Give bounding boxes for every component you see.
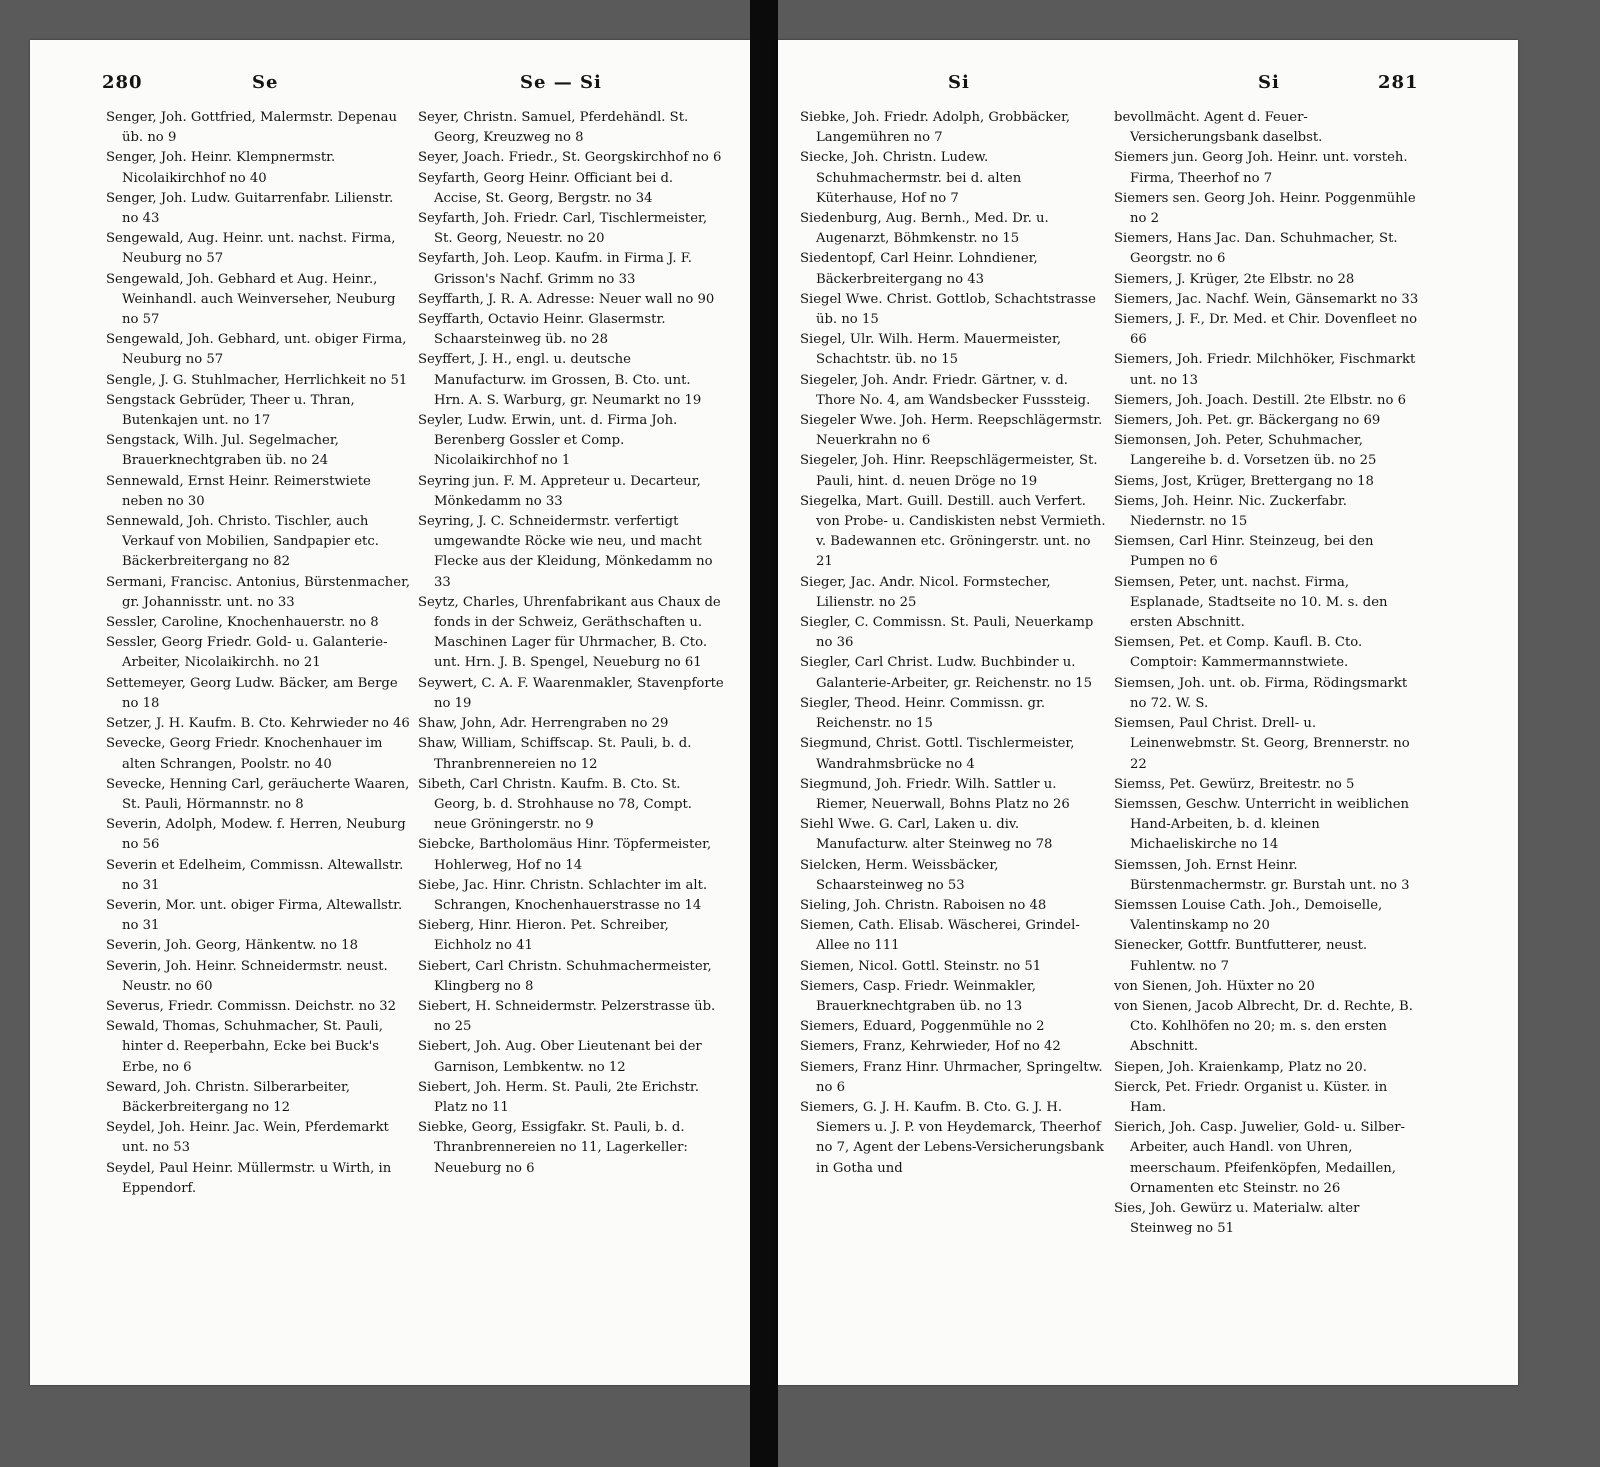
directory-entry: Siepen, Joh. Kraienkamp, Platz no 20.	[1114, 1059, 1367, 1075]
directory-entry: bevollmächt. Agent d. Feuer-Versicherungsbank daselbst.	[1114, 110, 1323, 146]
directory-entry: Siegeler Wwe. Joh. Herm. Reepschlägermstr. Neuerkrahn no 6	[800, 413, 1103, 449]
directory-entry: Seyfarth, Georg Heinr. Officiant bei d. Accise, St. Georg, Bergstr. no 34	[418, 170, 674, 206]
directory-entry: Siemers, Franz Hinr. Uhrmacher, Springeltw. no 6	[800, 1059, 1103, 1095]
directory-entry: Siemers, Jac. Nachf. Wein, Gänsemarkt no 33	[1114, 291, 1419, 307]
directory-entry: Seyfarth, Joh. Leop. Kaufm. in Firma J. F. Grisson's Nachf. Grimm no 33	[418, 251, 692, 287]
directory-entry: Sengstack, Wilh. Jul. Segelmacher, Brauerknechtgraben üb. no 24	[106, 433, 339, 469]
directory-entry: Siebe, Jac. Hinr. Christn. Schlachter im alt. Schrangen, Knochenhauerstrasse no 14	[418, 877, 708, 913]
directory-entry: Severin, Joh. Georg, Hänkentw. no 18	[106, 938, 358, 954]
directory-entry: Siebert, Joh. Herm. St. Pauli, 2te Erichstr. Platz no 11	[418, 1079, 699, 1115]
entries-column-1	[800, 108, 1106, 1179]
directory-entry: Sessler, Caroline, Knochenhauerstr. no 8	[106, 615, 379, 631]
directory-entry: von Sienen, Jacob Albrecht, Dr. d. Rechte, B. Cto. Kohlhöfen no 20; m. s. den ersten Abschnitt.	[1114, 998, 1413, 1055]
directory-entry: Siems, Jost, Krüger, Brettergang no 18	[1114, 473, 1374, 489]
directory-entry: Sevecke, Georg Friedr. Knochenhauer im alten Schrangen, Poolstr. no 40	[106, 736, 383, 772]
directory-entry: Severin, Mor. unt. obiger Firma, Altewallstr. no 31	[106, 897, 403, 934]
directory-entry: Siemers, Joh. Pet. gr. Bäckergang no 69	[1114, 413, 1381, 429]
entries-column-2	[1114, 108, 1420, 1239]
directory-entry: Shaw, John, Adr. Herrengraben no 29	[418, 716, 669, 732]
directory-entry: Siemers jun. Georg Joh. Heinr. unt. vorsteh. Firma, Theerhof no 7	[1114, 150, 1408, 186]
directory-entry: Seyring jun. F. M. Appreteur u. Decarteur, Mönkedamm no 33	[418, 473, 701, 509]
directory-entry: Siemsen, Joh. unt. ob. Firma, Rödingsmarkt no 72. W. S.	[1114, 675, 1408, 711]
directory-entry: Severin, Adolph, Modew. f. Herren, Neuburg no 56	[106, 817, 406, 853]
directory-entry: Siehl Wwe. G. Carl, Laken u. div. Manufacturw. alter Steinweg no 78	[800, 817, 1053, 853]
directory-entry: Siemonsen, Joh. Peter, Schuhmacher, Langereihe b. d. Vorsetzen üb. no 25	[1114, 433, 1377, 469]
directory-entry: Severus, Friedr. Commissn. Deichstr. no 32	[106, 998, 397, 1014]
directory-entry: Seyer, Christn. Samuel, Pferdehändl. St. Georg, Kreuzweg no 8	[418, 110, 689, 146]
directory-entry: Sieberg, Hinr. Hieron. Pet. Schreiber, Eichholz no 41	[418, 918, 669, 954]
directory-entry: Siebke, Georg, Essigfakr. St. Pauli, b. d. Thranbrennereien no 11, Lagerkeller: Neueburg no 6	[418, 1120, 688, 1176]
directory-entry: Shaw, William, Schiffscap. St. Pauli, b. d. Thranbrennereien no 12	[418, 736, 692, 772]
directory-entry: Siegelka, Mart. Guill. Destill. auch Verfert. von Probe- u. Candiskisten nebst Vermieth. v. Badewannen etc. Gröningerstr. unt. no 21	[800, 493, 1106, 570]
directory-entry: Sierich, Joh. Casp. Juwelier, Gold- u. Silber-Arbeiter, auch Handl. von Uhren, meerschaum. Pfeifenköpfen, Medaillen, Ornamenten etc Steinstr. no 26	[1114, 1120, 1405, 1196]
directory-entry: Seyer, Joach. Friedr., St. Georgskirchhof no 6	[418, 150, 722, 166]
directory-entry: Sies, Joh. Gewürz u. Materialw. alter Steinweg no 51	[1114, 1200, 1360, 1237]
directory-entry: Sengstack Gebrüder, Theer u. Thran, Butenkajen unt. no 17	[106, 392, 355, 429]
directory-entry: Sennewald, Joh. Christo. Tischler, auch Verkauf von Mobilien, Sandpapier etc. Bäckerbreitergang no 82	[106, 514, 379, 570]
directory-entry: Siebcke, Bartholomäus Hinr. Töpfermeister, Hohlerweg, Hof no 14	[418, 837, 712, 873]
directory-entry: Siemers, Joh. Joach. Destill. 2te Elbstr. no 6	[1114, 392, 1407, 408]
directory-entry: Siegeler, Joh. Andr. Friedr. Gärtner, v. d. Thore No. 4, am Wandsbecker Fusssteig.	[800, 372, 1091, 408]
directory-entry: Siegmund, Christ. Gottl. Tischlermeister, Wandrahmsbrücke no 4	[800, 736, 1075, 772]
directory-entry: Siemers, J. Krüger, 2te Elbstr. no 28	[1114, 271, 1355, 287]
directory-entry: Seywert, C. A. F. Waarenmakler, Stavenpforte no 19	[418, 675, 724, 711]
directory-entry: Sengewald, Joh. Gebhard, unt. obiger Firma, Neuburg no 57	[106, 332, 407, 368]
directory-entry: Siems, Joh. Heinr. Nic. Zuckerfabr. Niedernstr. no 15	[1114, 493, 1347, 530]
directory-entry: Seyffarth, Octavio Heinr. Glasermstr. Schaarsteinweg üb. no 28	[418, 312, 666, 348]
directory-entry: Siemers, J. F., Dr. Med. et Chir. Dovenfleet no 66	[1114, 312, 1418, 348]
directory-entry: Sibeth, Carl Christn. Kaufm. B. Cto. St. Georg, b. d. Strohhause no 78, Compt. neue Gröningerstr. no 9	[418, 776, 692, 833]
directory-entry: Siemsen, Paul Christ. Drell- u. Leinenwebmstr. St. Georg, Brennerstr. no 22	[1114, 716, 1410, 772]
directory-entry: Setzer, J. H. Kaufm. B. Cto. Kehrwieder no 46	[106, 716, 410, 732]
right-page	[778, 40, 1518, 1385]
directory-entry: Siemers, Franz, Kehrwieder, Hof no 42	[800, 1039, 1061, 1055]
directory-entry: Sieger, Jac. Andr. Nicol. Formstecher, Lilienstr. no 25	[800, 574, 1051, 610]
directory-entry: Sengewald, Joh. Gebhard et Aug. Heinr., Weinhandl. auch Weinverseher, Neuburg no 57	[106, 271, 396, 328]
binding-gutter	[750, 0, 778, 1467]
directory-entry: Sengewald, Aug. Heinr. unt. nachst. Firma, Neuburg no 57	[106, 231, 396, 267]
directory-entry: Settemeyer, Georg Ludw. Bäcker, am Berge no 18	[106, 675, 398, 711]
directory-entry: Siemssen, Joh. Ernst Heinr. Bürstenmachermstr. gr. Burstah unt. no 3	[1114, 857, 1410, 893]
left-page	[30, 40, 750, 1385]
directory-entry: Seydel, Paul Heinr. Müllermstr. u Wirth, in Eppendorf.	[106, 1160, 392, 1196]
directory-entry: Siemsen, Pet. et Comp. Kaufl. B. Cto. Comptoir: Kammermannstwiete.	[1114, 635, 1363, 671]
directory-entry: Siedentopf, Carl Heinr. Lohndiener, Bäckerbreitergang no 43	[800, 251, 1038, 287]
directory-entry: Sevecke, Henning Carl, geräucherte Waaren, St. Pauli, Hörmannstr. no 8	[106, 776, 410, 812]
directory-entry: Siegel Wwe. Christ. Gottlob, Schachtstrasse üb. no 15	[800, 291, 1096, 328]
directory-entry: Siedenburg, Aug. Bernh., Med. Dr. u. Augenarzt, Böhmkenstr. no 15	[800, 211, 1049, 247]
directory-entry: Sengle, J. G. Stuhlmacher, Herrlichkeit no 51	[106, 372, 408, 388]
directory-entry: Siemsen, Carl Hinr. Steinzeug, bei den Pumpen no 6	[1114, 534, 1374, 570]
directory-entry: Severin et Edelheim, Commissn. Altewallstr. no 31	[106, 857, 404, 893]
entries-column-2	[418, 108, 724, 1179]
directory-entry: Siemers, G. J. H. Kaufm. B. Cto. G. J. H. Siemers u. J. P. von Heydemarck, Theerhof no 7, Agent der Lebens-Versicherungsbank in Gotha und	[800, 1099, 1104, 1176]
directory-entry: Senger, Joh. Gottfried, Malermstr. Depenau üb. no 9	[106, 110, 397, 146]
page-number: 280	[102, 72, 143, 93]
directory-entry: Sessler, Georg Friedr. Gold- u. Galanterie-Arbeiter, Nicolaikirchh. no 21	[106, 635, 388, 671]
directory-entry: Siemss, Pet. Gewürz, Breitestr. no 5	[1114, 776, 1355, 792]
directory-entry: Siemssen Louise Cath. Joh., Demoiselle, Valentinskamp no 20	[1114, 897, 1383, 934]
running-head-right: Si	[1258, 72, 1280, 93]
directory-entry: Siemssen, Geschw. Unterricht in weiblichen Hand-Arbeiten, b. d. kleinen Michaeliskirche no 14	[1114, 796, 1410, 853]
directory-entry: Siegler, Theod. Heinr. Commissn. gr. Reichenstr. no 15	[800, 695, 1046, 732]
running-head-left: Se	[252, 72, 279, 93]
directory-entry: Seyfarth, Joh. Friedr. Carl, Tischlermeister, St. Georg, Neuestr. no 20	[418, 211, 708, 247]
directory-entry: Sienecker, Gottfr. Buntfutterer, neust. Fuhlentw. no 7	[1114, 938, 1368, 974]
directory-entry: Sielcken, Herm. Weissbäcker, Schaarsteinweg no 53	[800, 857, 999, 893]
directory-entry: Siebke, Joh. Friedr. Adolph, Grobbäcker, Langemühren no 7	[800, 110, 1071, 146]
directory-entry: Siegeler, Joh. Hinr. Reepschlägermeister, St. Pauli, hint. d. neuen Dröge no 19	[800, 453, 1098, 489]
directory-entry: Sierck, Pet. Friedr. Organist u. Küster. in Ham.	[1114, 1079, 1388, 1115]
page-number: 281	[1378, 72, 1419, 93]
directory-entry: Siebert, Joh. Aug. Ober Lieutenant bei der Garnison, Lembkentw. no 12	[418, 1039, 702, 1075]
directory-entry: Siemers sen. Georg Joh. Heinr. Poggenmühle no 2	[1114, 190, 1416, 227]
directory-entry: Siemers, Casp. Friedr. Weinmakler, Brauerknechtgraben üb. no 13	[800, 978, 1036, 1014]
directory-entry: Senger, Joh. Ludw. Guitarrenfabr. Lilienstr. no 43	[106, 190, 394, 227]
directory-entry: Siebert, Carl Christn. Schuhmachermeister, Klingberg no 8	[418, 958, 712, 994]
directory-entry: Seyffert, J. H., engl. u. deutsche Manufacturw. im Grossen, B. Cto. unt. Hrn. A. S. Warburg, gr. Neumarkt no 19	[418, 352, 702, 408]
directory-entry: Siemen, Cath. Elisab. Wäscherei, Grindel-Allee no 111	[800, 918, 1080, 954]
directory-entry: Siegel, Ulr. Wilh. Herm. Mauermeister, Schachtstr. üb. no 15	[800, 332, 1062, 368]
directory-entry: Siemsen, Peter, unt. nachst. Firma, Esplanade, Stadtseite no 10. M. s. den ersten Abschnitt.	[1114, 574, 1388, 631]
directory-entry: Seytz, Charles, Uhrenfabrikant aus Chaux de fonds in der Schweiz, Geräthschaften u. Maschinen Lager für Uhrmacher, B. Cto. unt. Hrn. J. B. Spengel, Neueburg no 61	[418, 594, 721, 671]
directory-entry: Sermani, Francisc. Antonius, Bürstenmacher, gr. Johannisstr. unt. no 33	[106, 574, 411, 610]
directory-entry: Siegler, C. Commissn. St. Pauli, Neuerkamp no 36	[800, 615, 1094, 651]
directory-entry: Siebert, H. Schneidermstr. Pelzerstrasse üb. no 25	[418, 998, 716, 1035]
directory-entry: Siecke, Joh. Christn. Ludew. Schuhmachermstr. bei d. alten Küterhause, Hof no 7	[800, 150, 1022, 206]
directory-entry: Sennewald, Ernst Heinr. Reimerstwiete neben no 30	[106, 473, 371, 509]
directory-entry: Siemers, Hans Jac. Dan. Schuhmacher, St. Georgstr. no 6	[1114, 231, 1398, 267]
directory-entry: Siegmund, Joh. Friedr. Wilh. Sattler u. Riemer, Neuerwall, Bohns Platz no 26	[800, 776, 1070, 812]
directory-entry: Siemers, Eduard, Poggenmühle no 2	[800, 1019, 1045, 1035]
directory-entry: Seydel, Joh. Heinr. Jac. Wein, Pferdemarkt unt. no 53	[106, 1120, 389, 1156]
directory-entry: Sieling, Joh. Christn. Raboisen no 48	[800, 897, 1047, 913]
directory-entry: Seyffarth, J. R. A. Adresse: Neuer wall no 90	[418, 291, 715, 307]
entries-column-1	[106, 108, 412, 1199]
directory-entry: Seyler, Ludw. Erwin, unt. d. Firma Joh. Berenberg Gossler et Comp. Nicolaikirchhof no 1	[418, 413, 678, 469]
directory-entry: Siemers, Joh. Friedr. Milchhöker, Fischmarkt unt. no 13	[1114, 352, 1416, 388]
directory-entry: von Sienen, Joh. Hüxter no 20	[1114, 978, 1315, 994]
directory-entry: Siemen, Nicol. Gottl. Steinstr. no 51	[800, 958, 1042, 974]
directory-entry: Seyring, J. C. Schneidermstr. verfertigt umgewandte Röcke wie neu, und macht Flecke aus der Kleidung, Mönkedamm no 33	[418, 514, 713, 590]
directory-entry: Seward, Joh. Christn. Silberarbeiter, Bäckerbreitergang no 12	[106, 1079, 351, 1115]
directory-entry: Siegler, Carl Christ. Ludw. Buchbinder u. Galanterie-Arbeiter, gr. Reichenstr. no 15	[800, 655, 1093, 691]
book-spread	[30, 40, 1578, 1440]
directory-entry: Senger, Joh. Heinr. Klempnermstr. Nicolaikirchhof no 40	[106, 150, 336, 186]
directory-entry: Sewald, Thomas, Schuhmacher, St. Pauli, hinter d. Reeperbahn, Ecke bei Buck's Erbe, no 6	[106, 1019, 383, 1075]
running-head-right: Se — Si	[520, 72, 602, 93]
directory-entry: Severin, Joh. Heinr. Schneidermstr. neust. Neustr. no 60	[106, 958, 388, 994]
running-head-left: Si	[948, 72, 970, 93]
